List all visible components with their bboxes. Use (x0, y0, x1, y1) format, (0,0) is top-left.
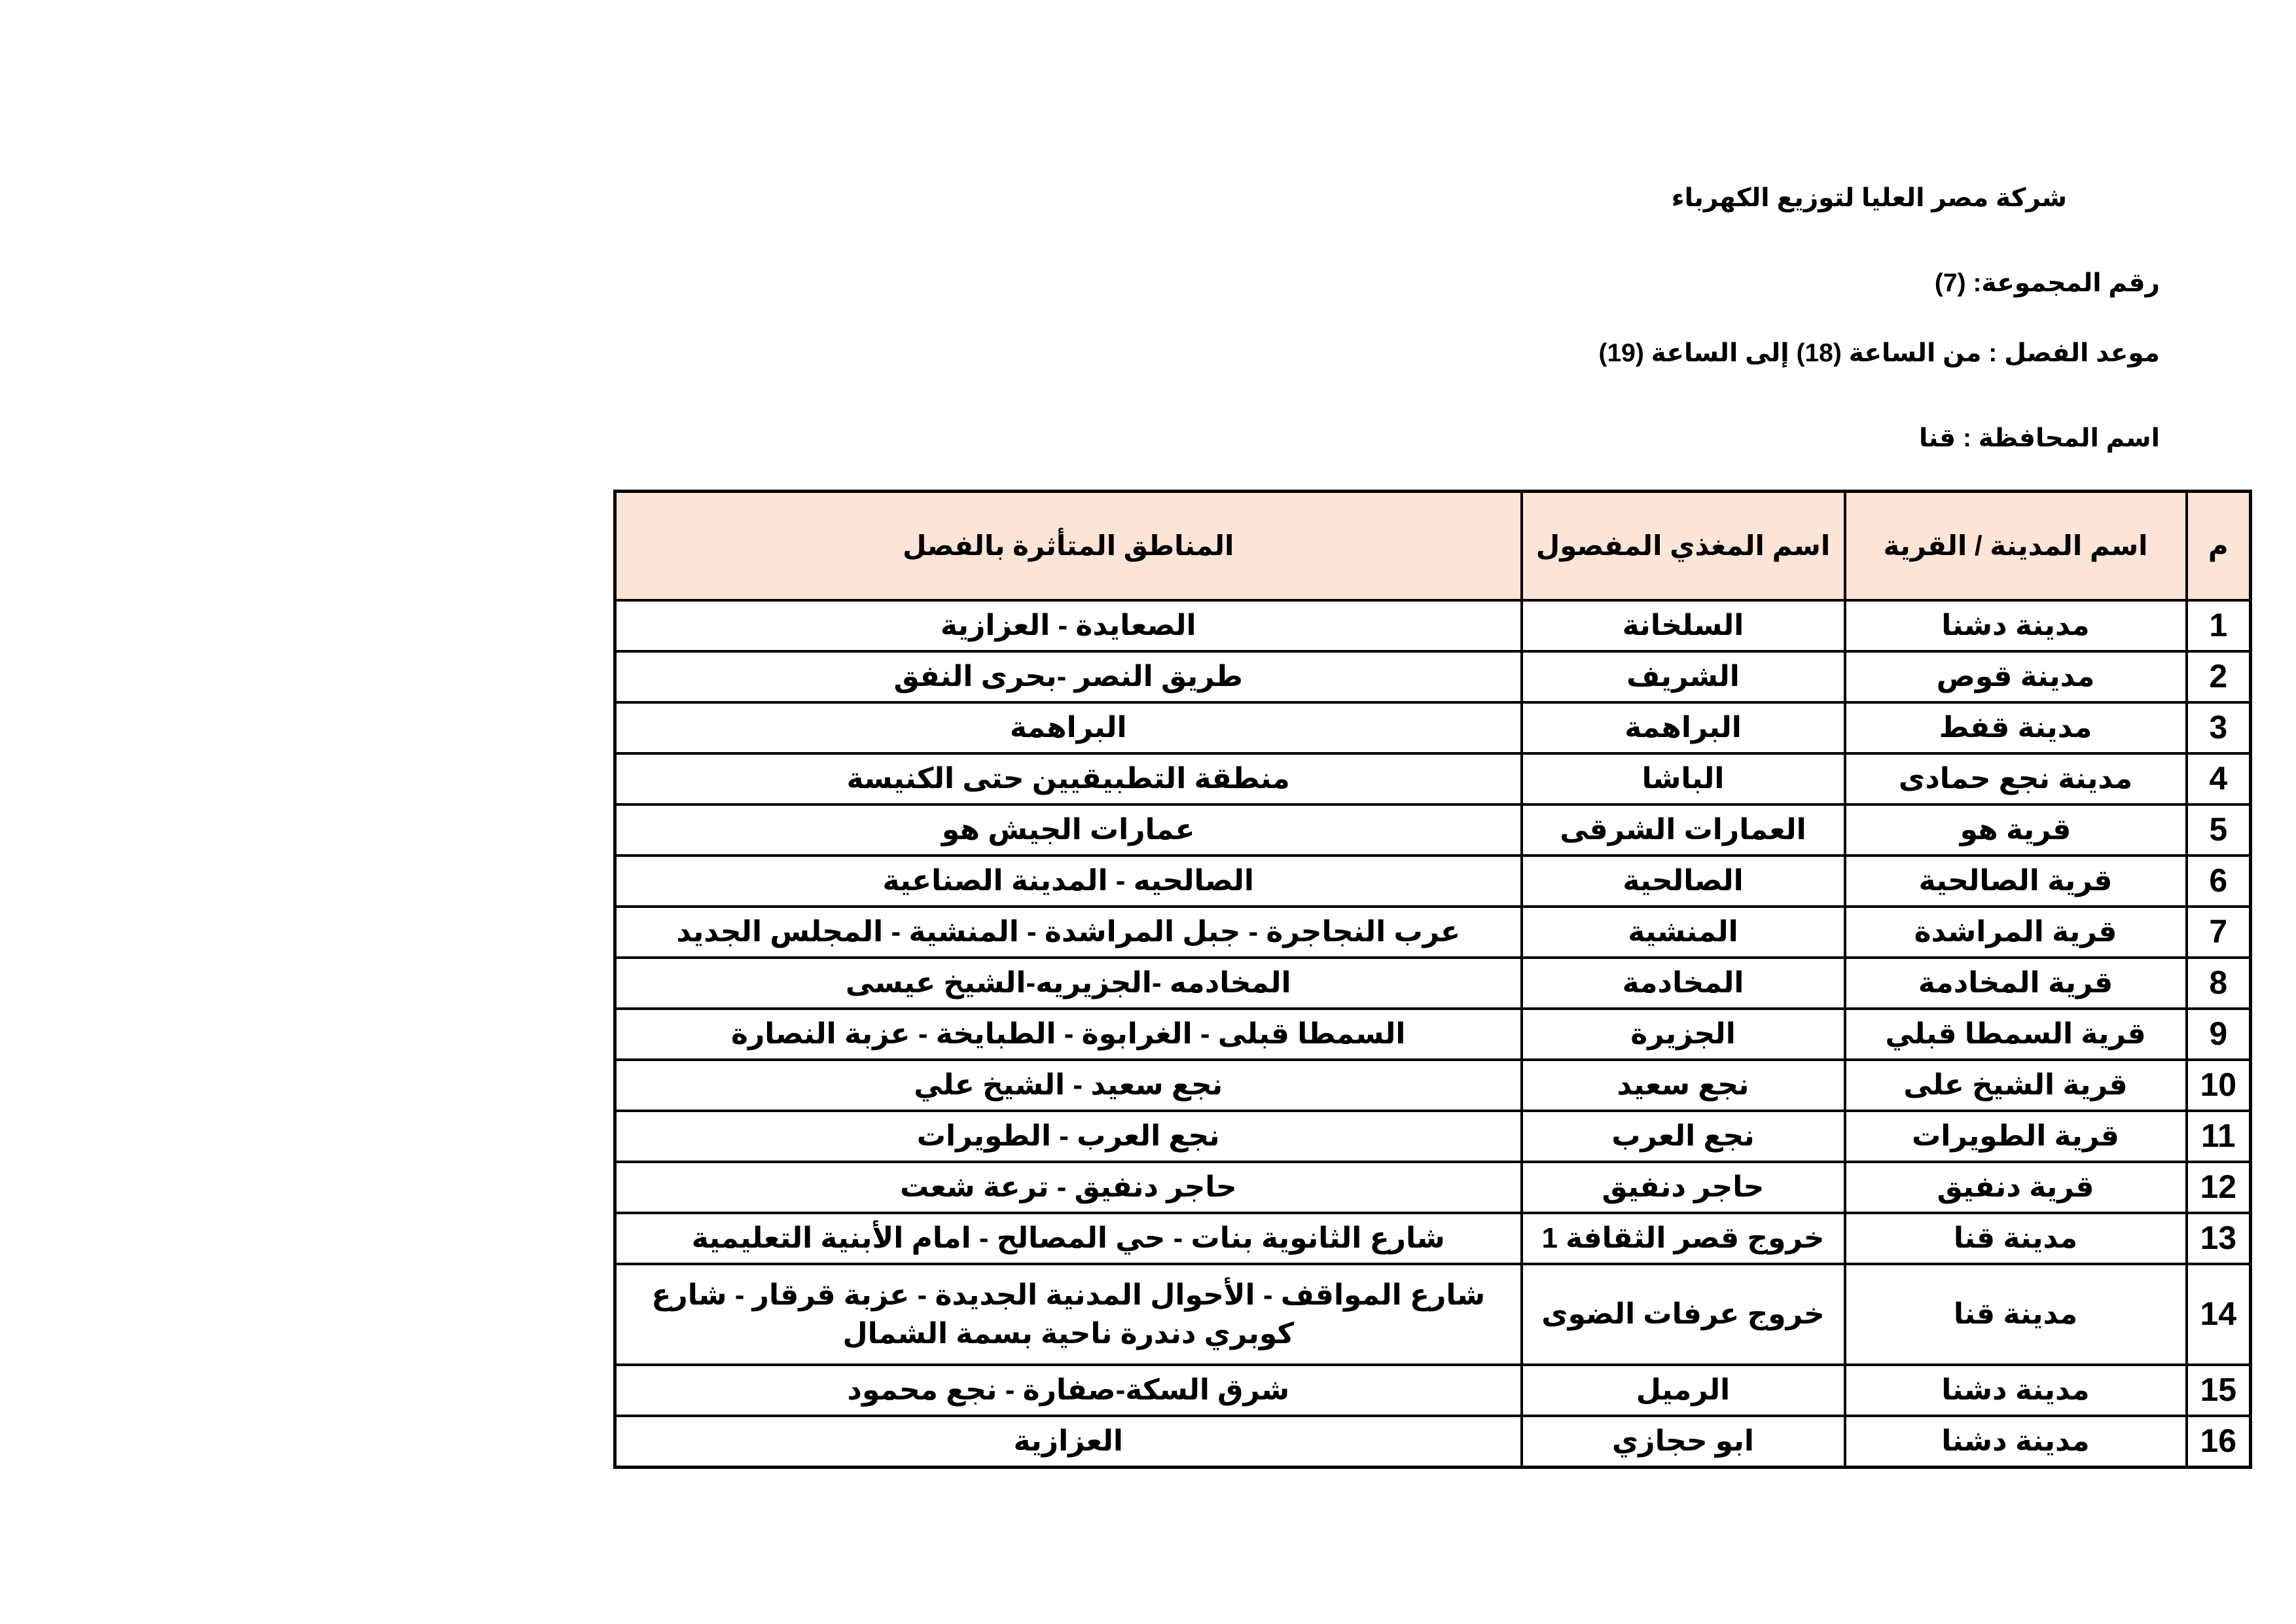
row-areas: طريق النصر -بحرى النفق (615, 651, 1522, 702)
row-areas: نجع العرب - الطويرات (615, 1111, 1522, 1162)
row-feeder: حاجر دنفيق (1522, 1162, 1845, 1213)
row-city: مدينة قنا (1845, 1213, 2187, 1264)
row-number: 9 (2187, 1009, 2251, 1060)
table-row (615, 804, 2251, 856)
row-number: 14 (2187, 1264, 2251, 1365)
row-feeder: خروج عرفات الضوى (1522, 1264, 1845, 1365)
row-areas: الصالحيه - المدينة الصناعية (615, 856, 1522, 907)
outage-table (613, 490, 2252, 1469)
row-number: 13 (2187, 1213, 2251, 1264)
row-city: مدينة دشنا (1845, 1416, 2187, 1468)
row-areas: عمارات الجيش هو (615, 804, 1522, 856)
table-row (615, 1365, 2251, 1416)
cutoff-time-to-label: إلى الساعة (1651, 339, 1789, 367)
column-header-number: م (2187, 492, 2251, 601)
group-number-value: (7) (1934, 269, 1966, 297)
row-feeder: المنشية (1522, 907, 1845, 958)
table-row (615, 702, 2251, 753)
row-areas: البراهمة (615, 702, 1522, 753)
table-row (615, 651, 2251, 702)
table-row (615, 600, 2251, 651)
row-areas: شرق السكة-صفارة - نجع محمود (615, 1365, 1522, 1416)
row-number: 3 (2187, 702, 2251, 753)
row-city: مدينة دشنا (1845, 1365, 2187, 1416)
row-feeder: الصالحية (1522, 856, 1845, 907)
cutoff-time-from: (18) (1796, 339, 1842, 367)
table-row (615, 1009, 2251, 1060)
row-city: مدينة قفط (1845, 702, 2187, 753)
row-city: قرية الصالحية (1845, 856, 2187, 907)
row-city: قرية الطويرات (1845, 1111, 2187, 1162)
row-feeder: العمارات الشرقى (1522, 804, 1845, 856)
table-row (615, 907, 2251, 958)
table-row (615, 1213, 2251, 1264)
row-areas: السمطا قبلى - الغرابوة - الطبايخة - عزبة النصارة (615, 1009, 1522, 1060)
column-header-feeder: اسم المغذي المفصول (1522, 492, 1845, 601)
row-feeder: البراهمة (1522, 702, 1845, 753)
row-city: مدينة دشنا (1845, 600, 2187, 651)
table-row (615, 1162, 2251, 1213)
row-areas: شارع المواقف - الأحوال المدنية الجديدة - عزبة قرقار - شارع كوبري دندرة ناحية بسمة الشمال (615, 1264, 1522, 1365)
governorate-value: قنا (1918, 424, 1956, 452)
table-row (615, 1264, 2251, 1365)
row-feeder: الرميل (1522, 1365, 1845, 1416)
row-feeder: ابو حجازي (1522, 1416, 1845, 1468)
governorate-line (1919, 425, 2160, 451)
row-number: 2 (2187, 651, 2251, 702)
table-row (615, 753, 2251, 804)
row-city: قرية المخادمة (1845, 958, 2187, 1009)
row-areas: حاجر دنفيق - ترعة شعت (615, 1162, 1522, 1213)
cutoff-time-line (1598, 340, 2160, 366)
row-number: 7 (2187, 907, 2251, 958)
row-city: قرية المراشدة (1845, 907, 2187, 958)
table-header-row (615, 492, 2251, 601)
row-feeder: نجع سعيد (1522, 1060, 1845, 1111)
row-number: 1 (2187, 600, 2251, 651)
row-city: مدينة قوص (1845, 651, 2187, 702)
table-row (615, 958, 2251, 1009)
row-feeder: الشريف (1522, 651, 1845, 702)
cutoff-time-label: موعد الفصل : من الساعة (1848, 339, 2160, 367)
row-number: 11 (2187, 1111, 2251, 1162)
row-number: 16 (2187, 1416, 2251, 1468)
cutoff-time-to: (19) (1598, 339, 1644, 367)
row-number: 4 (2187, 753, 2251, 804)
row-city: قرية دنفيق (1845, 1162, 2187, 1213)
group-number-line (1935, 270, 2160, 296)
row-areas: نجع سعيد - الشيخ علي (615, 1060, 1522, 1111)
row-number: 10 (2187, 1060, 2251, 1111)
row-feeder: الباشا (1522, 753, 1845, 804)
row-areas: شارع الثانوية بنات - حي المصالح - امام الأبنية التعليمية (615, 1213, 1522, 1264)
governorate-label: اسم المحافظة : (1962, 424, 2160, 452)
company-name: شركة مصر العليا لتوزيع الكهرباء (1671, 184, 2067, 212)
row-feeder: الجزيرة (1522, 1009, 1845, 1060)
row-feeder: خروج قصر الثقافة 1 (1522, 1213, 1845, 1264)
table-row (615, 1111, 2251, 1162)
row-number: 6 (2187, 856, 2251, 907)
row-city: قرية السمطا قبلي (1845, 1009, 2187, 1060)
row-city: قرية الشيخ على (1845, 1060, 2187, 1111)
table-row (615, 1416, 2251, 1468)
row-feeder: المخادمة (1522, 958, 1845, 1009)
column-header-city: اسم المدينة / القرية (1845, 492, 2187, 601)
row-number: 12 (2187, 1162, 2251, 1213)
row-areas: المخادمه -الجزيريه-الشيخ عيسى (615, 958, 1522, 1009)
row-areas: الصعايدة - العزازية (615, 600, 1522, 651)
table-row (615, 1060, 2251, 1111)
row-feeder: السلخانة (1522, 600, 1845, 651)
row-areas: عرب النجاجرة - جبل المراشدة - المنشية - المجلس الجديد (615, 907, 1522, 958)
table-row (615, 856, 2251, 907)
row-number: 5 (2187, 804, 2251, 856)
column-header-areas: المناطق المتأثرة بالفصل (615, 492, 1522, 601)
group-number-label: رقم المجموعة: (1973, 269, 2160, 297)
row-city: مدينة قنا (1845, 1264, 2187, 1365)
row-feeder: نجع العرب (1522, 1111, 1845, 1162)
row-city: قرية هو (1845, 804, 2187, 856)
row-city: مدينة نجع حمادى (1845, 753, 2187, 804)
row-number: 15 (2187, 1365, 2251, 1416)
row-areas: منطقة التطبيقيين حتى الكنيسة (615, 753, 1522, 804)
row-number: 8 (2187, 958, 2251, 1009)
row-areas: العزازية (615, 1416, 1522, 1468)
